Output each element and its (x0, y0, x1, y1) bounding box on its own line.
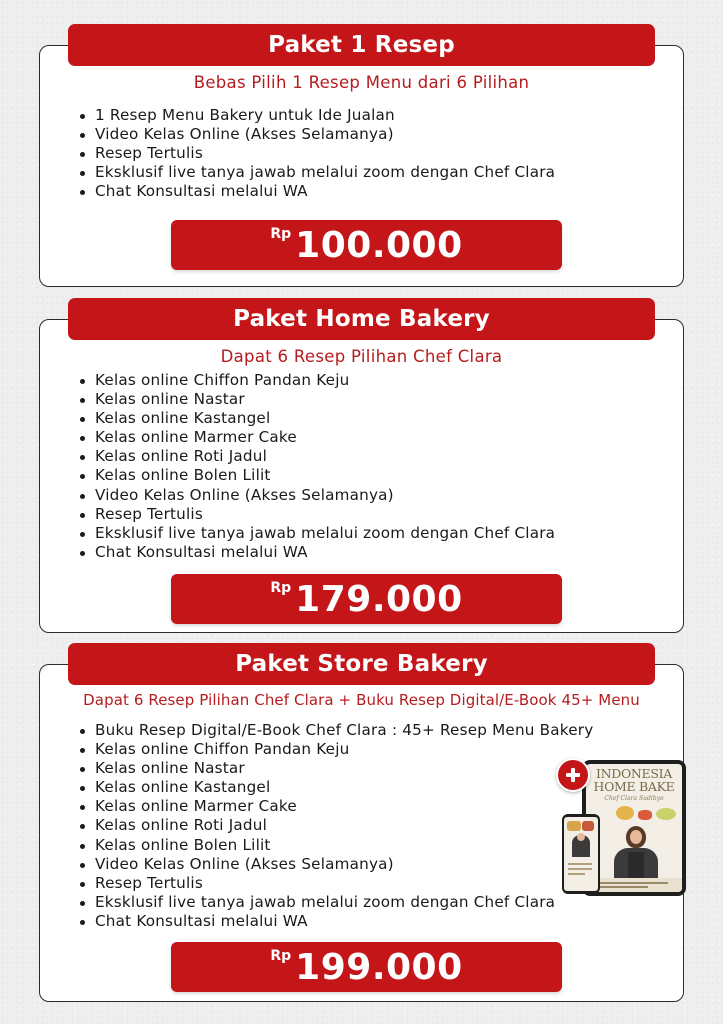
list-item: Video Kelas Online (Akses Selamanya) (95, 125, 555, 144)
list-item: Chat Konsultasi melalui WA (95, 543, 555, 562)
package-subtitle-3: Dapat 6 Resep Pilihan Chef Clara + Buku Resep Digital/E-Book 45+ Menu (83, 691, 640, 709)
list-item: Kelas online Marmer Cake (95, 428, 555, 447)
package-title-3: Paket Store Bakery (68, 643, 655, 685)
plus-icon (556, 758, 590, 792)
list-item: Resep Tertulis (95, 874, 593, 893)
feature-list-3 (79, 721, 593, 931)
list-item: Chat Konsultasi melalui WA (95, 912, 593, 931)
ebook-cover (586, 764, 682, 892)
package-subtitle-2: Dapat 6 Resep Pilihan Chef Clara (220, 347, 503, 366)
currency-label: Rp (270, 948, 292, 964)
list-item: Chat Konsultasi melalui WA (95, 182, 555, 201)
list-item: Kelas online Nastar (95, 390, 555, 409)
phone-device (562, 814, 600, 894)
list-item: Resep Tertulis (95, 505, 555, 524)
list-item: Eksklusif live tanya jawab melalui zoom dengan Chef Clara (95, 163, 556, 182)
ebook-title: INDONESIA HOME BAKE (593, 766, 675, 794)
price-amount: 179.000 (295, 578, 463, 620)
list-item: Kelas online Roti Jadul (95, 816, 593, 835)
package-title-1: Paket 1 Resep (68, 24, 655, 66)
list-item: Kelas online Kastangel (95, 409, 555, 428)
list-item: Buku Resep Digital/E-Book Chef Clara : 45+ Resep Menu Bakery (95, 721, 594, 739)
price-amount: 199.000 (295, 946, 463, 988)
feature-list-2 (79, 371, 555, 562)
ebook-author: Chef Clara Sudibyo (604, 795, 664, 802)
price-amount: 100.000 (295, 224, 463, 266)
list-item: Kelas online Bolen Lilit (95, 836, 593, 855)
list-item: Kelas online Kastangel (95, 778, 593, 797)
list-item: Kelas online Bolen Lilit (95, 466, 555, 485)
list-item: Video Kelas Online (Akses Selamanya) (95, 855, 593, 874)
price-button-1[interactable] (171, 220, 562, 270)
ebook-image (556, 756, 690, 896)
feature-list-1 (79, 106, 555, 201)
package-title-2: Paket Home Bakery (68, 298, 655, 340)
list-item: Resep Tertulis (95, 144, 555, 163)
list-item: Kelas online Chiffon Pandan Keju (95, 371, 555, 390)
list-item: Kelas online Chiffon Pandan Keju (95, 740, 593, 759)
list-item: Eksklusif live tanya jawab melalui zoom dengan Chef Clara (95, 523, 556, 542)
list-item: Eksklusif live tanya jawab melalui zoom dengan Chef Clara (95, 893, 593, 912)
list-item: Kelas online Roti Jadul (95, 447, 555, 466)
list-item: Kelas online Nastar (95, 759, 593, 778)
list-item: Kelas online Marmer Cake (95, 797, 593, 816)
package-subtitle-1: Bebas Pilih 1 Resep Menu dari 6 Pilihan (193, 73, 530, 92)
list-item: 1 Resep Menu Bakery untuk Ide Jualan (95, 106, 555, 125)
currency-label: Rp (270, 226, 292, 242)
list-item: Video Kelas Online (Akses Selamanya) (95, 486, 555, 505)
price-button-2[interactable] (171, 574, 562, 624)
currency-label: Rp (270, 580, 292, 596)
price-button-3[interactable] (171, 942, 562, 992)
